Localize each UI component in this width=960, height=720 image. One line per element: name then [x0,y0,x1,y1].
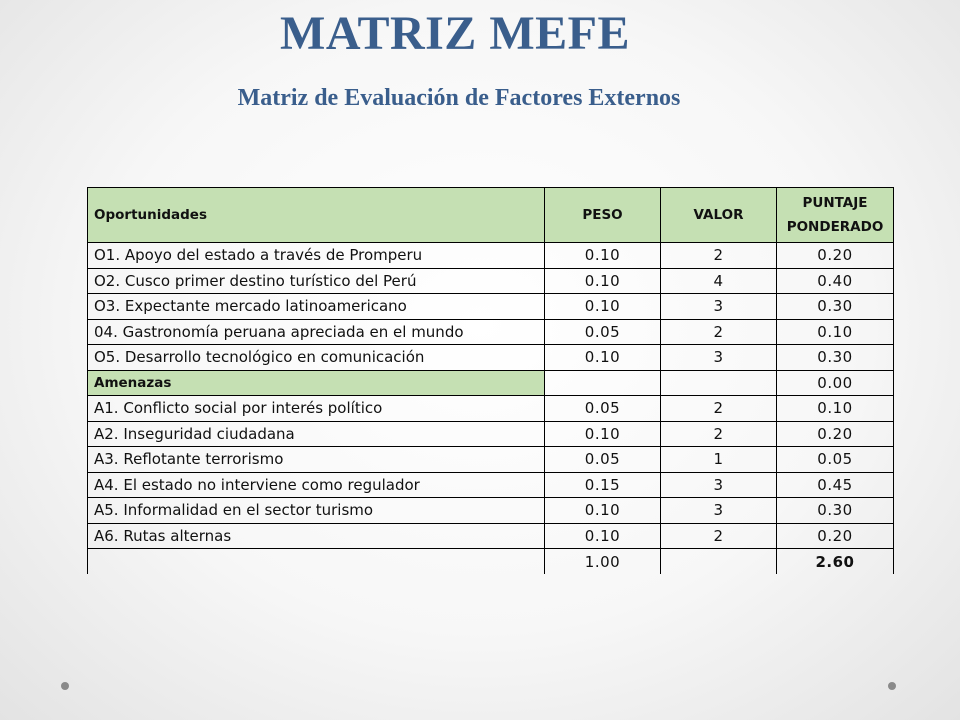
peso-cell: 0.05 [545,396,661,422]
valor-cell: 2 [661,319,777,345]
factor-cell: A2. Inseguridad ciudadana [88,421,545,447]
puntaje-cell: 0.10 [777,319,894,345]
puntaje-cell: 0.05 [777,447,894,473]
peso-cell: 0.10 [545,345,661,371]
peso-cell: 0.10 [545,523,661,549]
table-row [88,345,894,371]
total-puntaje: 2.60 [777,549,894,575]
factor-cell: A5. Informalidad en el sector turismo [88,498,545,524]
table-row [88,268,894,294]
factor-cell: A4. El estado no interviene como regulador [88,472,545,498]
puntaje-cell: 0.30 [777,345,894,371]
peso-cell: 0.10 [545,421,661,447]
puntaje-cell: 0.30 [777,498,894,524]
valor-cell: 3 [661,498,777,524]
slide-dot-right [888,682,896,690]
slide-title: MATRIZ MEFE [280,7,630,60]
valor-cell: 3 [661,345,777,371]
peso-cell: 0.05 [545,447,661,473]
puntaje-cell: 0.20 [777,421,894,447]
table-row [88,319,894,345]
peso-cell: 0.10 [545,268,661,294]
puntaje-cell: 0.10 [777,396,894,422]
factor-cell: O2. Cusco primer destino turístico del Perú [88,268,545,294]
factor-cell: 04. Gastronomía peruana apreciada en el mundo [88,319,545,345]
mefe-table [87,187,894,574]
valor-cell: 3 [661,294,777,320]
amenazas-section-row [88,370,894,396]
totals-row [88,549,894,575]
table-row [88,396,894,422]
factor-cell: O5. Desarrollo tecnológico en comunicación [88,345,545,371]
table-row [88,243,894,269]
table-row [88,472,894,498]
puntaje-cell: 0.40 [777,268,894,294]
peso-cell: 0.10 [545,294,661,320]
table-header-row [88,188,894,243]
valor-cell: 2 [661,396,777,422]
table-row [88,421,894,447]
valor-cell: 2 [661,421,777,447]
table-row [88,447,894,473]
header-puntaje-line1: PUNTAJE [802,195,868,211]
header-puntaje-ponderado [777,188,894,243]
valor-cell: 1 [661,447,777,473]
table-row [88,294,894,320]
header-puntaje-line2: PONDERADO [786,219,884,235]
header-peso: PESO [545,188,661,243]
valor-cell: 2 [661,243,777,269]
header-valor: VALOR [661,188,777,243]
header-oportunidades: Oportunidades [88,188,545,243]
amenazas-header: Amenazas [88,370,545,396]
factor-cell: A3. Reflotante terrorismo [88,447,545,473]
peso-cell: 0.15 [545,472,661,498]
valor-cell [661,370,777,396]
puntaje-cell: 0.20 [777,523,894,549]
total-peso: 1.00 [545,549,661,575]
table-row [88,523,894,549]
valor-cell: 4 [661,268,777,294]
total-valor-cell [661,549,777,575]
puntaje-cell: 0.00 [777,370,894,396]
peso-cell: 0.10 [545,498,661,524]
table-row [88,498,894,524]
peso-cell: 0.10 [545,243,661,269]
valor-cell: 3 [661,472,777,498]
factor-cell: O3. Expectante mercado latinoamericano [88,294,545,320]
peso-cell: 0.05 [545,319,661,345]
valor-cell: 2 [661,523,777,549]
factor-cell: O1. Apoyo del estado a través de Promperu [88,243,545,269]
totals-label-cell [88,549,545,575]
peso-cell [545,370,661,396]
puntaje-cell: 0.30 [777,294,894,320]
factor-cell: A6. Rutas alternas [88,523,545,549]
factor-cell: A1. Conflicto social por interés político [88,396,545,422]
slide-subtitle: Matriz de Evaluación de Factores Externos [237,85,681,111]
puntaje-cell: 0.45 [777,472,894,498]
puntaje-cell: 0.20 [777,243,894,269]
slide-dot-left [61,682,69,690]
